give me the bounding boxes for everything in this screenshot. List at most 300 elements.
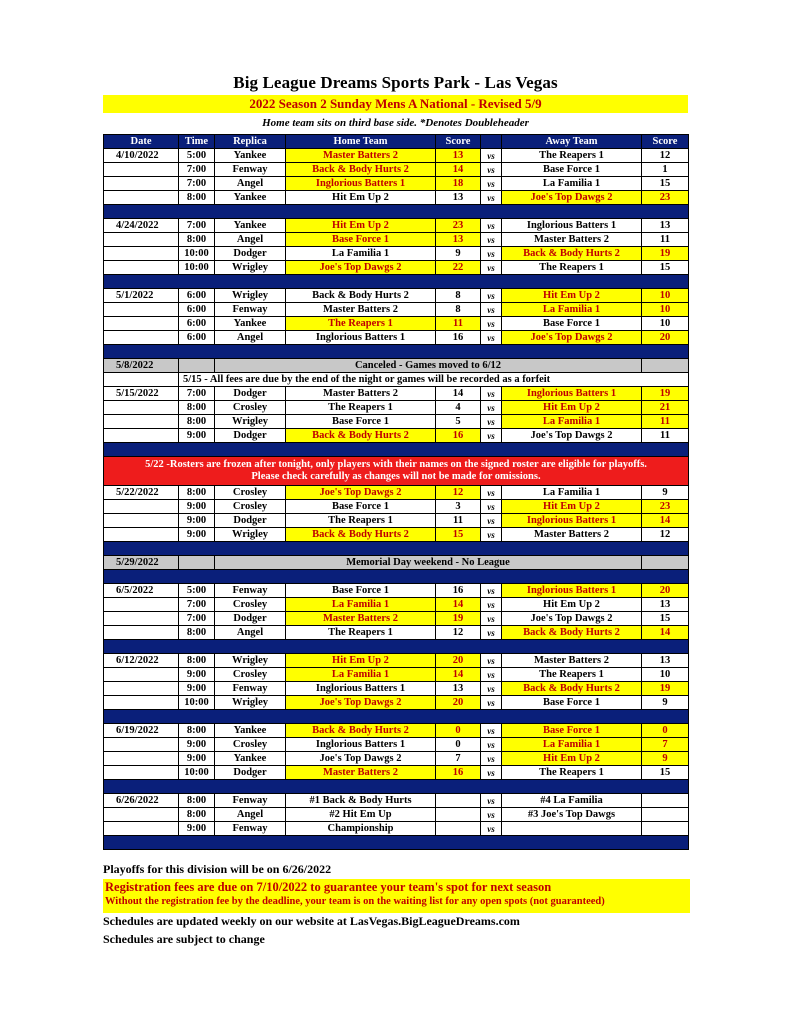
home-team: Joe's Top Dawgs 2 xyxy=(286,261,436,275)
away-score: 7 xyxy=(642,738,689,752)
home-score: 14 xyxy=(436,163,481,177)
game-time: 9:00 xyxy=(179,822,215,836)
roster-frozen-row xyxy=(104,457,689,486)
away-team: La Familia 1 xyxy=(502,303,642,317)
home-score: 5 xyxy=(436,415,481,429)
week-separator xyxy=(104,780,689,794)
game-time: 10:00 xyxy=(179,766,215,780)
home-team: Joe's Top Dawgs 2 xyxy=(286,696,436,710)
game-row xyxy=(104,500,689,514)
vs-label: vs xyxy=(481,486,502,500)
vs-label: vs xyxy=(481,500,502,514)
vs-label: vs xyxy=(481,752,502,766)
game-row xyxy=(104,429,689,443)
game-date xyxy=(104,598,179,612)
game-date xyxy=(104,163,179,177)
fees-notice: 5/15 - All fees are due by the end of the night or games will be recorded as a forfeit xyxy=(179,373,689,387)
vs-label: vs xyxy=(481,191,502,205)
no-games-message: Canceled - Games moved to 6/12 xyxy=(215,359,642,373)
header-vs xyxy=(481,135,502,149)
home-team: La Familia 1 xyxy=(286,668,436,682)
home-score: 19 xyxy=(436,612,481,626)
game-date: 6/12/2022 xyxy=(104,654,179,668)
table-header-row xyxy=(104,135,689,149)
game-date xyxy=(104,303,179,317)
separator-bar xyxy=(104,345,689,359)
away-team xyxy=(502,822,642,836)
game-row xyxy=(104,514,689,528)
home-score: 16 xyxy=(436,331,481,345)
away-team: La Familia 1 xyxy=(502,486,642,500)
game-time: 6:00 xyxy=(179,317,215,331)
field-replica: Dodger xyxy=(215,514,286,528)
away-score: 13 xyxy=(642,654,689,668)
away-team: Inglorious Batters 1 xyxy=(502,387,642,401)
game-date xyxy=(104,401,179,415)
away-score: 15 xyxy=(642,766,689,780)
home-team: Base Force 1 xyxy=(286,500,436,514)
game-date xyxy=(104,808,179,822)
game-date xyxy=(104,247,179,261)
week-separator xyxy=(104,710,689,724)
home-team: Inglorious Batters 1 xyxy=(286,682,436,696)
vs-label: vs xyxy=(481,429,502,443)
away-score: 13 xyxy=(642,219,689,233)
home-score: 16 xyxy=(436,584,481,598)
roster-frozen-notice xyxy=(104,457,689,486)
schedule-body xyxy=(104,149,689,850)
home-score: 3 xyxy=(436,500,481,514)
game-row xyxy=(104,528,689,542)
game-time: 7:00 xyxy=(179,219,215,233)
game-row xyxy=(104,598,689,612)
game-time: 5:00 xyxy=(179,149,215,163)
away-team: Base Force 1 xyxy=(502,696,642,710)
game-date: 6/26/2022 xyxy=(104,794,179,808)
game-time: 7:00 xyxy=(179,387,215,401)
home-team: The Reapers 1 xyxy=(286,317,436,331)
game-date xyxy=(104,317,179,331)
vs-label: vs xyxy=(481,303,502,317)
home-score: 0 xyxy=(436,724,481,738)
home-team: Back & Body Hurts 2 xyxy=(286,724,436,738)
game-time: 7:00 xyxy=(179,177,215,191)
away-team: Master Batters 2 xyxy=(502,233,642,247)
vs-label: vs xyxy=(481,668,502,682)
field-replica: Yankee xyxy=(215,752,286,766)
game-row xyxy=(104,766,689,780)
field-replica: Crosley xyxy=(215,668,286,682)
game-time: 8:00 xyxy=(179,794,215,808)
game-row xyxy=(104,626,689,640)
vs-label: vs xyxy=(481,654,502,668)
vs-label: vs xyxy=(481,766,502,780)
game-date: 5/8/2022 xyxy=(104,359,179,373)
game-time: 8:00 xyxy=(179,626,215,640)
game-row xyxy=(104,808,689,822)
game-date: 6/5/2022 xyxy=(104,584,179,598)
away-team: Hit Em Up 2 xyxy=(502,401,642,415)
away-team: Joe's Top Dawgs 2 xyxy=(502,331,642,345)
vs-label: vs xyxy=(481,682,502,696)
away-team: The Reapers 1 xyxy=(502,149,642,163)
home-score: 23 xyxy=(436,219,481,233)
game-row xyxy=(104,233,689,247)
empty-cell xyxy=(642,359,689,373)
away-team: La Familia 1 xyxy=(502,177,642,191)
game-row xyxy=(104,191,689,205)
separator-bar xyxy=(104,640,689,654)
away-team: Hit Em Up 2 xyxy=(502,598,642,612)
vs-label: vs xyxy=(481,233,502,247)
home-team: Hit Em Up 2 xyxy=(286,654,436,668)
away-team: The Reapers 1 xyxy=(502,766,642,780)
game-time: 10:00 xyxy=(179,696,215,710)
home-score xyxy=(436,794,481,808)
game-time: 8:00 xyxy=(179,808,215,822)
registration-warning: Without the registration fee by the deadline, your team is on the waiting list for any open spots (not guaranteed) xyxy=(105,896,605,907)
vs-label: vs xyxy=(481,317,502,331)
home-score: 20 xyxy=(436,696,481,710)
game-time: 9:00 xyxy=(179,682,215,696)
away-team: La Familia 1 xyxy=(502,738,642,752)
field-replica: Angel xyxy=(215,626,286,640)
home-score: 14 xyxy=(436,668,481,682)
game-row xyxy=(104,177,689,191)
home-team: Back & Body Hurts 2 xyxy=(286,429,436,443)
vs-label: vs xyxy=(481,808,502,822)
field-replica: Yankee xyxy=(215,149,286,163)
game-row xyxy=(104,289,689,303)
game-row xyxy=(104,696,689,710)
game-date xyxy=(104,261,179,275)
field-replica: Angel xyxy=(215,177,286,191)
field-replica: Dodger xyxy=(215,766,286,780)
vs-label: vs xyxy=(481,696,502,710)
away-team: #4 La Familia xyxy=(502,794,642,808)
game-row xyxy=(104,486,689,500)
home-score xyxy=(436,822,481,836)
playoffs-note: Playoffs for this division will be on 6/26/2022 xyxy=(103,862,332,876)
game-row xyxy=(104,724,689,738)
away-team: Hit Em Up 2 xyxy=(502,752,642,766)
away-team: The Reapers 1 xyxy=(502,668,642,682)
game-date xyxy=(104,612,179,626)
game-time: 7:00 xyxy=(179,163,215,177)
game-time: 8:00 xyxy=(179,654,215,668)
away-team: Base Force 1 xyxy=(502,317,642,331)
game-row xyxy=(104,387,689,401)
schedule-table xyxy=(103,134,689,850)
home-team: La Familia 1 xyxy=(286,247,436,261)
away-score: 19 xyxy=(642,387,689,401)
away-score: 11 xyxy=(642,429,689,443)
vs-label: vs xyxy=(481,331,502,345)
home-score: 12 xyxy=(436,626,481,640)
away-team: Master Batters 2 xyxy=(502,654,642,668)
vs-label: vs xyxy=(481,794,502,808)
game-date xyxy=(104,331,179,345)
field-replica: Wrigley xyxy=(215,289,286,303)
game-row xyxy=(104,794,689,808)
home-team: #1 Back & Body Hurts xyxy=(286,794,436,808)
away-team: Base Force 1 xyxy=(502,724,642,738)
game-date xyxy=(104,682,179,696)
home-team: Master Batters 2 xyxy=(286,766,436,780)
vs-label: vs xyxy=(481,247,502,261)
home-score xyxy=(436,808,481,822)
game-date: 6/19/2022 xyxy=(104,724,179,738)
vs-label: vs xyxy=(481,415,502,429)
away-score: 21 xyxy=(642,401,689,415)
away-team: Inglorious Batters 1 xyxy=(502,219,642,233)
game-time: 10:00 xyxy=(179,247,215,261)
field-replica: Crosley xyxy=(215,486,286,500)
game-row xyxy=(104,668,689,682)
away-score: 9 xyxy=(642,696,689,710)
game-date xyxy=(104,429,179,443)
field-replica: Dodger xyxy=(215,429,286,443)
home-team: The Reapers 1 xyxy=(286,626,436,640)
header-away-team: Away Team xyxy=(502,135,642,149)
game-date xyxy=(104,626,179,640)
home-score: 20 xyxy=(436,654,481,668)
away-score xyxy=(642,822,689,836)
game-date xyxy=(104,415,179,429)
field-replica: Wrigley xyxy=(215,528,286,542)
game-time: 8:00 xyxy=(179,401,215,415)
away-team: Back & Body Hurts 2 xyxy=(502,247,642,261)
roster-frozen-line-2: Please check carefully as changes will not be made for omissions. xyxy=(251,471,541,482)
header-away-score: Score xyxy=(642,135,689,149)
game-date: 5/15/2022 xyxy=(104,387,179,401)
vs-label: vs xyxy=(481,261,502,275)
home-team: Base Force 1 xyxy=(286,233,436,247)
away-score: 15 xyxy=(642,612,689,626)
separator-bar xyxy=(104,205,689,219)
game-row xyxy=(104,654,689,668)
home-score: 13 xyxy=(436,682,481,696)
home-score: 16 xyxy=(436,429,481,443)
field-replica: Dodger xyxy=(215,387,286,401)
home-team: Base Force 1 xyxy=(286,415,436,429)
away-score: 0 xyxy=(642,724,689,738)
game-row xyxy=(104,682,689,696)
game-row xyxy=(104,149,689,163)
home-team-note: Home team sits on third base side. *Denotes Doubleheader xyxy=(262,117,529,129)
away-team: Back & Body Hurts 2 xyxy=(502,626,642,640)
home-team: Hit Em Up 2 xyxy=(286,219,436,233)
away-score: 11 xyxy=(642,415,689,429)
vs-label: vs xyxy=(481,738,502,752)
away-score: 14 xyxy=(642,626,689,640)
game-time: 9:00 xyxy=(179,738,215,752)
game-row xyxy=(104,822,689,836)
vs-label: vs xyxy=(481,289,502,303)
away-team: Inglorious Batters 1 xyxy=(502,584,642,598)
game-date xyxy=(104,500,179,514)
home-score: 11 xyxy=(436,514,481,528)
away-team: Base Force 1 xyxy=(502,163,642,177)
game-row xyxy=(104,738,689,752)
field-replica: Wrigley xyxy=(215,654,286,668)
home-team: The Reapers 1 xyxy=(286,401,436,415)
away-team: Master Batters 2 xyxy=(502,528,642,542)
empty-cell xyxy=(179,556,215,570)
home-score: 13 xyxy=(436,149,481,163)
vs-label: vs xyxy=(481,724,502,738)
away-team: Joe's Top Dawgs 2 xyxy=(502,429,642,443)
week-separator xyxy=(104,275,689,289)
separator-bar xyxy=(104,275,689,289)
vs-label: vs xyxy=(481,822,502,836)
game-time: 6:00 xyxy=(179,289,215,303)
field-replica: Crosley xyxy=(215,738,286,752)
game-time: 8:00 xyxy=(179,486,215,500)
game-row xyxy=(104,303,689,317)
home-score: 22 xyxy=(436,261,481,275)
vs-label: vs xyxy=(481,401,502,415)
game-time: 9:00 xyxy=(179,528,215,542)
away-team: Hit Em Up 2 xyxy=(502,500,642,514)
game-time: 9:00 xyxy=(179,429,215,443)
game-row xyxy=(104,163,689,177)
field-replica: Yankee xyxy=(215,724,286,738)
game-row xyxy=(104,612,689,626)
game-time: 5:00 xyxy=(179,584,215,598)
vs-label: vs xyxy=(481,219,502,233)
home-score: 9 xyxy=(436,247,481,261)
season-subtitle: 2022 Season 2 Sunday Mens A National - Revised 5/9 xyxy=(103,95,688,113)
home-score: 14 xyxy=(436,387,481,401)
registration-deadline: Registration fees are due on 7/10/2022 to guarantee your team's spot for next season xyxy=(105,880,552,894)
away-team: Back & Body Hurts 2 xyxy=(502,682,642,696)
away-score: 15 xyxy=(642,261,689,275)
vs-label: vs xyxy=(481,514,502,528)
separator-bar xyxy=(104,710,689,724)
game-date xyxy=(104,668,179,682)
home-team: #2 Hit Em Up xyxy=(286,808,436,822)
home-score: 8 xyxy=(436,289,481,303)
field-replica: Dodger xyxy=(215,612,286,626)
away-team: #3 Joe's Top Dawgs xyxy=(502,808,642,822)
home-score: 7 xyxy=(436,752,481,766)
website-note: Schedules are updated weekly on our website at LasVegas.BigLeagueDreams.com xyxy=(103,914,520,928)
vs-label: vs xyxy=(481,612,502,626)
home-score: 13 xyxy=(436,233,481,247)
field-replica: Crosley xyxy=(215,500,286,514)
page-title: Big League Dreams Sports Park - Las Vegas xyxy=(233,73,558,92)
separator-bar xyxy=(104,542,689,556)
home-score: 4 xyxy=(436,401,481,415)
field-replica: Yankee xyxy=(215,219,286,233)
game-date xyxy=(104,528,179,542)
home-team: Inglorious Batters 1 xyxy=(286,331,436,345)
game-date xyxy=(104,752,179,766)
field-replica: Dodger xyxy=(215,247,286,261)
away-score: 10 xyxy=(642,317,689,331)
game-time: 6:00 xyxy=(179,303,215,317)
game-time: 9:00 xyxy=(179,514,215,528)
game-time: 7:00 xyxy=(179,612,215,626)
game-date: 5/29/2022 xyxy=(104,556,179,570)
away-team: Inglorious Batters 1 xyxy=(502,514,642,528)
vs-label: vs xyxy=(481,528,502,542)
game-time: 8:00 xyxy=(179,724,215,738)
week-separator xyxy=(104,443,689,457)
game-date xyxy=(104,514,179,528)
field-replica: Angel xyxy=(215,331,286,345)
away-score: 13 xyxy=(642,598,689,612)
game-date: 5/22/2022 xyxy=(104,486,179,500)
game-date: 5/1/2022 xyxy=(104,289,179,303)
away-score xyxy=(642,808,689,822)
home-team: Joe's Top Dawgs 2 xyxy=(286,752,436,766)
field-replica: Fenway xyxy=(215,822,286,836)
no-games-row xyxy=(104,359,689,373)
home-team: Inglorious Batters 1 xyxy=(286,177,436,191)
game-date xyxy=(104,233,179,247)
away-score: 10 xyxy=(642,668,689,682)
game-time: 9:00 xyxy=(179,752,215,766)
vs-label: vs xyxy=(481,387,502,401)
away-score: 12 xyxy=(642,528,689,542)
separator-bar xyxy=(104,570,689,584)
vs-label: vs xyxy=(481,149,502,163)
field-replica: Crosley xyxy=(215,401,286,415)
away-score: 9 xyxy=(642,486,689,500)
home-score: 12 xyxy=(436,486,481,500)
fees-notice-row xyxy=(104,373,689,387)
vs-label: vs xyxy=(481,598,502,612)
week-separator xyxy=(104,570,689,584)
game-date: 4/24/2022 xyxy=(104,219,179,233)
away-score: 12 xyxy=(642,149,689,163)
home-team: Master Batters 2 xyxy=(286,387,436,401)
home-team: Back & Body Hurts 2 xyxy=(286,289,436,303)
home-score: 15 xyxy=(436,528,481,542)
away-score: 20 xyxy=(642,584,689,598)
home-team: Master Batters 2 xyxy=(286,612,436,626)
game-date: 4/10/2022 xyxy=(104,149,179,163)
away-score: 23 xyxy=(642,191,689,205)
game-row xyxy=(104,247,689,261)
game-time: 8:00 xyxy=(179,415,215,429)
game-date xyxy=(104,696,179,710)
empty-cell xyxy=(642,556,689,570)
game-time: 10:00 xyxy=(179,261,215,275)
separator-bar xyxy=(104,443,689,457)
field-replica: Fenway xyxy=(215,163,286,177)
game-row xyxy=(104,331,689,345)
game-row xyxy=(104,219,689,233)
game-time: 7:00 xyxy=(179,598,215,612)
empty-cell xyxy=(104,373,179,387)
field-replica: Wrigley xyxy=(215,696,286,710)
home-team: Back & Body Hurts 2 xyxy=(286,163,436,177)
game-date xyxy=(104,822,179,836)
field-replica: Wrigley xyxy=(215,261,286,275)
roster-frozen-line-1: 5/22 -Rosters are frozen after tonight, only players with their names on the signed roster are eligible for playoffs. xyxy=(145,459,647,470)
game-row xyxy=(104,401,689,415)
header-date: Date xyxy=(104,135,179,149)
away-score: 20 xyxy=(642,331,689,345)
home-score: 8 xyxy=(436,303,481,317)
week-separator xyxy=(104,640,689,654)
game-date xyxy=(104,191,179,205)
home-score: 11 xyxy=(436,317,481,331)
vs-label: vs xyxy=(481,626,502,640)
